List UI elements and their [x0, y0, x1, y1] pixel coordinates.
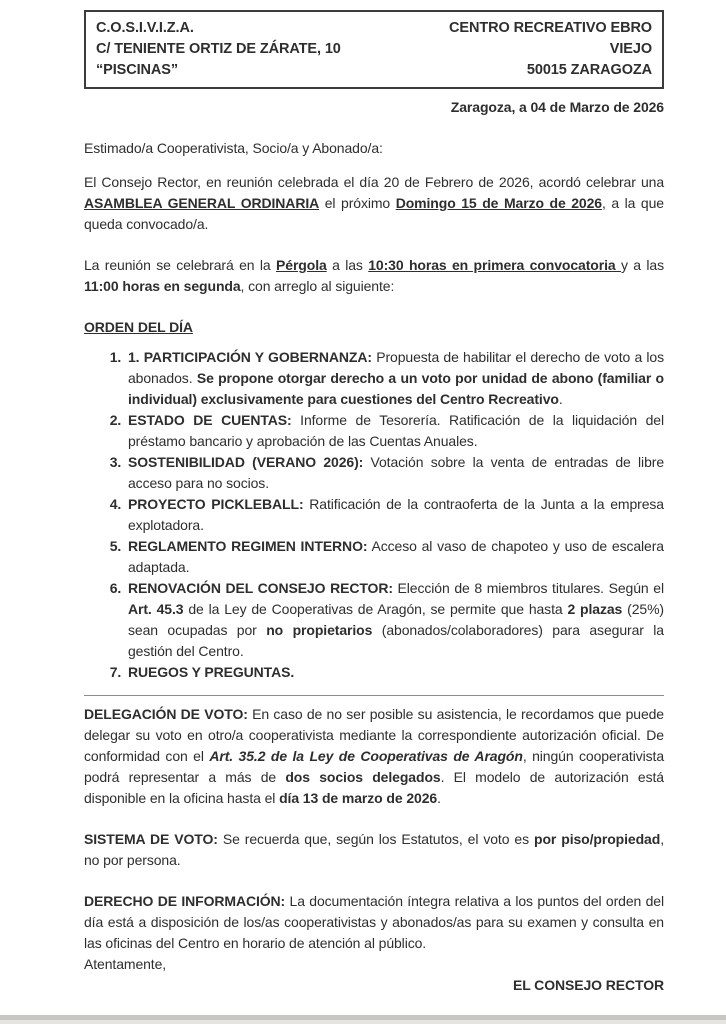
salutation: Estimado/a Cooperativista, Socio/a y Abonado/a: [84, 140, 383, 156]
information-rights-paragraph: DERECHO DE INFORMACIÓN: La documentación íntegra relativa a los puntos del orden del día está a disposición de los/as cooperativistas y abonados/as para su examen y consulta en las oficinas del Centro en horario de atención al público. [84, 893, 665, 951]
agenda-item-1: 1. 1. PARTICIPACIÓN Y GOBERNANZA: Propuesta de habilitar el derecho de voto a los abonados. Se propone otorgar derecho a un voto por unidad de abono (familiar o individual) exclusivamente para cuestiones del Centro Recreativo. [125, 347, 664, 410]
signature: EL CONSEJO RECTOR [512, 977, 664, 993]
agenda-heading: ORDEN DEL DÍA [84, 319, 193, 335]
letterhead-box [84, 10, 664, 89]
center-name: CENTRO RECREATIVO EBRO VIEJO [449, 20, 652, 57]
closing: Atentamente, [84, 956, 167, 972]
convocation-paragraph: El Consejo Rector, en reunión celebrada el día 20 de Febrero de 2026, acordó celebrar una ASAMBLEA GENERAL ORDINARIA el próximo Domingo 15 de Marzo de 2026, a la que queda convocado/a. [84, 174, 664, 232]
agenda-list [84, 347, 664, 683]
page-bottom-edge-light [0, 1020, 726, 1024]
agenda-item-2: 2. ESTADO DE CUENTAS: Informe de Tesorería. Ratificación de la liquidación del préstamo bancario y aprobación de las Cuentas Anuales. [125, 410, 664, 452]
delegation-paragraph: DELEGACIÓN DE VOTO: En caso de no ser posible su asistencia, le recordamos que puede delegar su voto en otro/a cooperativista mediante la correspondiente autorización oficial. De conformidad con el Art. 35.2 de la Ley de Cooperativas de Aragón, ningún cooperativista podrá representar a más de dos socios delegados. El modelo de autorización está disponible en la oficina hasta el día 13 de marzo de 2026. [84, 706, 665, 806]
document-content [84, 10, 664, 996]
letterhead-left [96, 18, 413, 81]
meeting-details-paragraph: La reunión se celebrará en la Pérgola a las 10:30 horas en primera convocatoria y a las 11:00 horas en segunda, con arreglo al siguiente: [84, 257, 665, 294]
org-address: C/ TENIENTE ORTIZ DE ZÁRATE, 10 “PISCINAS” [96, 41, 341, 78]
agenda-item-3: 3. SOSTENIBILIDAD (VERANO 2026): Votación sobre la venta de entradas de libre acceso para no socios. [125, 452, 664, 494]
agenda-item-5: 5. REGLAMENTO REGIMEN INTERNO: Acceso al vaso de chapoteo y uso de escalera adaptada. [125, 536, 664, 578]
divider-line [84, 695, 664, 696]
org-name: C.O.S.I.V.I.Z.A. [96, 20, 194, 36]
agenda-item-7: 7. RUEGOS Y PREGUNTAS. [125, 662, 664, 683]
dateline: Zaragoza, a 04 de Marzo de 2026 [450, 99, 664, 115]
voting-system-paragraph: SISTEMA DE VOTO: Se recuerda que, según los Estatutos, el voto es por piso/propiedad, no por persona. [84, 831, 664, 868]
agenda-item-4: 4. PROYECTO PICKLEBALL: Ratificación de la contraoferta de la Junta a la empresa explotadora. [125, 494, 664, 536]
agenda-item-6: 6. RENOVACIÓN DEL CONSEJO RECTOR: Elección de 8 miembros titulares. Según el Art. 45.3 de la Ley de Cooperativas de Aragón, se permite que hasta 2 plazas (25%) sean ocupadas por no propietarios (abonados/colaboradores) para asegurar la gestión del Centro. [125, 578, 664, 662]
letterhead-right [413, 18, 652, 81]
center-postal: 50015 ZARAGOZA [526, 62, 652, 78]
